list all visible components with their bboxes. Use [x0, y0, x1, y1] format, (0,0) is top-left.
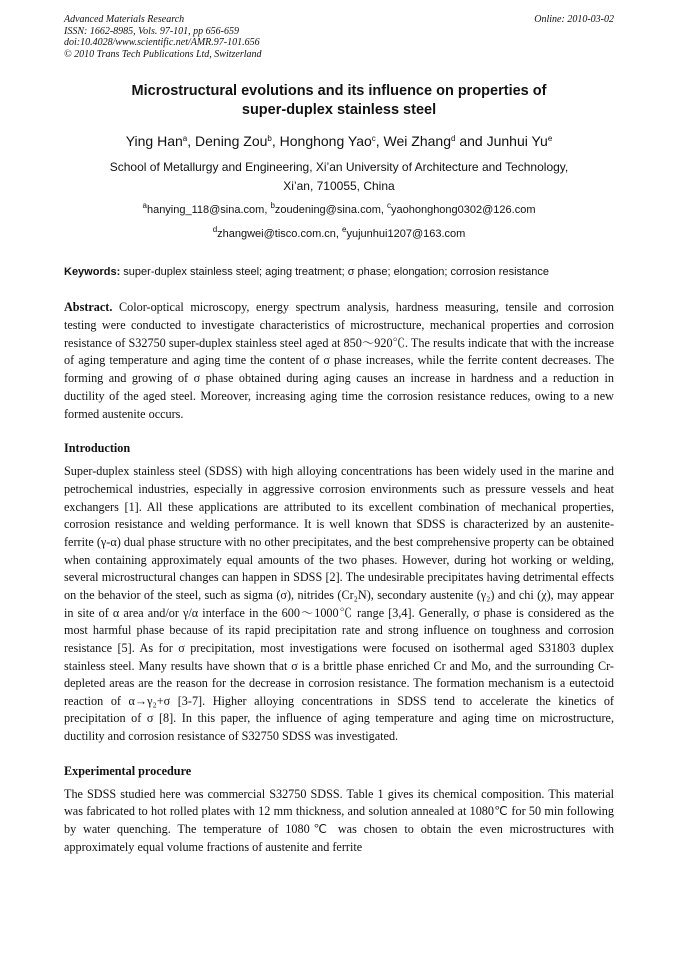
author-affil-mark: a — [182, 134, 188, 144]
author-name: Honghong Yao — [279, 133, 372, 150]
issn-line: ISSN: 1662-8985, Vols. 97-101, pp 656-659 — [64, 25, 239, 37]
email-affil-mark: d — [212, 225, 218, 235]
author-name: Dening Zou — [195, 133, 268, 150]
email-affil-mark: b — [270, 201, 275, 211]
abstract-text: Color-optical microscopy, energy spectrum analysis, hardness measuring, tensile and corrosion testing were conducted to investigate characteristics of microstructure, mechanical properties and corrosion resistance of S32750 super-duplex stainless steel aged at 850～920℃. The results indicate that with the increase of aging temperature and aging time the content of σ phase increases, while the ferrite content decreases. The forming and growing of σ phase obtained during aging causes an increase in hardness and a reduction in ductility of the aged steel. Moreover, increasing aging time the corrosion resistance reduces, owing to a new formed austenite occurs. — [64, 300, 614, 421]
author-affil-mark: d — [451, 134, 456, 144]
author-affil-mark: c — [371, 134, 376, 144]
email-line-2 — [64, 226, 614, 242]
section-heading-experimental: Experimental procedure — [64, 763, 192, 778]
title-line-2: super-duplex stainless steel — [241, 102, 437, 119]
paper-title — [64, 82, 614, 120]
abstract-label: Abstract. — [64, 300, 113, 315]
introduction-paragraph: Super-duplex stainless steel (SDSS) with high alloying concentrations has been widely used in the marine and petrochemical industries, especially in aggressive corrosion environments such as pressure vessels and heat exchangers [1]. All these applications are attributed to its excellent combination of mechanical properties, corrosion resistance and welding performance. It is well known that SDSS is characterized by an austenite-ferrite (γ-α) dual phase structure with no other precipitates, and the best comprehensive property can be obtained when containing approximately equal amounts of the two phases. However, during hot working or welding, several microstructural changes can happen in SDSS [2]. The undesirable precipitates having detrimental effects on the behavior of the steel, such as sigma (σ), nitrides (Cr₂N), secondary austenite (γ₂) and chi (χ), may appear in site of α area and/or γ/α interface in the 600～1000℃ range [3,4]. Generally, σ phase is considered as the most harmful phase because of its rapid precipitation rate and strong influence on toughness and corrosion resistance [5]. As for σ precipitation, most investigations were focused on isothermal aged S31803 duplex stainless steel. Many results have shown that σ is a brittle phase enriched Cr and Mo, and the surrounding Cr-depleted areas are the reason for the decrease in corrosion resistance. The formation mechanism is a eutectoid reaction of α→γ₂+σ [3-7]. Higher alloying concentrations in SDSS tend to accelerate the kinetics of precipitation of σ [8]. In this paper, the influence of aging temperature and aging time on microstructure, ductility and corrosion resistance of S32750 SDSS was investigated. — [64, 464, 614, 744]
section-heading-introduction: Introduction — [64, 441, 131, 456]
online-date: Online: 2010-03-02 — [534, 14, 614, 25]
abstract — [64, 299, 614, 423]
affiliation-line-2: Xi’an, 710055, China — [283, 179, 395, 194]
copyright-line: © 2010 Trans Tech Publications Ltd, Switzerland — [64, 48, 262, 60]
affiliation — [64, 158, 614, 196]
email-address[interactable]: zhangwei@tisco.com.cn — [217, 228, 336, 241]
author-separator: , — [187, 133, 196, 150]
email-line-1 — [64, 202, 614, 218]
email-address[interactable]: hanying_118@sina.com — [146, 204, 265, 217]
title-line-1: Microstructural evolutions and its influence on properties of — [131, 83, 547, 100]
affiliation-line-1: School of Metallurgy and Engineering, Xi’an University of Architecture and Technology, — [109, 160, 569, 175]
experimental-paragraph: The SDSS studied here was commercial S32750 SDSS. Table 1 gives its chemical composition. This material was fabricated to hot rolled plates with 12 mm thickness, and solution annealed at 1080℃ for 50 min following by water quenching. The temperature of 1080℃ was chosen to obtain the even microstructures with approximately equal volume fractions of austenite and ferrite — [64, 786, 614, 854]
author-name: Ying Han — [125, 133, 183, 150]
email-address[interactable]: yujunhui1207@163.com — [346, 228, 466, 241]
journal-name: Advanced Materials Research — [64, 14, 185, 25]
keywords-text: super-duplex stainless steel; aging treatment; σ phase; elongation; corrosion resistance — [120, 266, 549, 279]
author-separator: and — [455, 133, 487, 150]
email-address[interactable]: zoudening@sina.com — [274, 204, 381, 217]
email-affil-mark: e — [342, 225, 347, 235]
email-affil-mark: a — [142, 201, 147, 211]
journal-header — [64, 14, 614, 60]
email-separator: , — [335, 228, 343, 241]
author-affil-mark: b — [267, 134, 272, 144]
doi-line: doi:10.4028/www.scientific.net/AMR.97-101.656 — [64, 37, 260, 49]
author-separator: , — [375, 133, 384, 150]
author-name: Wei Zhang — [383, 133, 451, 150]
author-affil-mark: e — [547, 134, 553, 144]
email-separator: , — [264, 204, 271, 217]
author-list — [64, 132, 614, 150]
email-address[interactable]: yaohonghong0302@126.com — [390, 204, 536, 217]
keywords — [64, 265, 614, 280]
keywords-label: Keywords: — [64, 266, 121, 279]
author-separator: , — [271, 133, 280, 150]
email-separator: , — [380, 204, 387, 217]
author-name: Junhui Yu — [486, 133, 548, 150]
email-affil-mark: c — [386, 201, 391, 211]
